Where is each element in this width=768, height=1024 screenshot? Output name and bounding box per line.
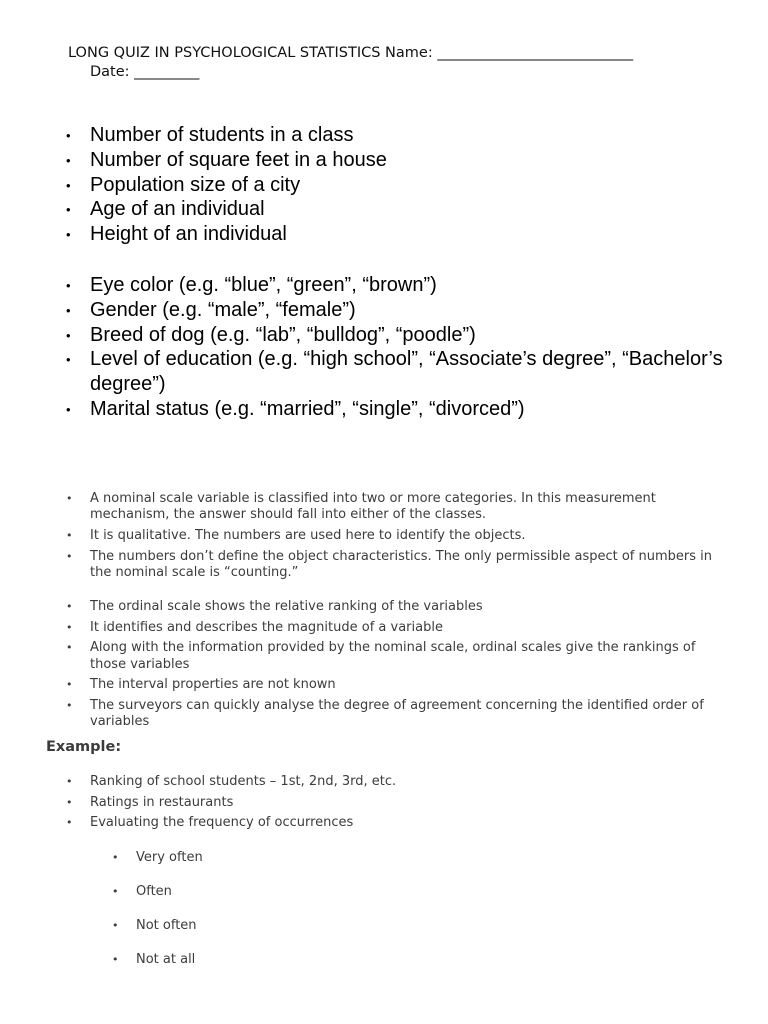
list-item-text: A nominal scale variable is classified into two or more categories. In this measurement mechanism, the answer should fall into either of the classes. <box>90 491 656 523</box>
list-item <box>112 952 436 986</box>
list-item <box>66 599 730 615</box>
list-item <box>66 197 730 222</box>
bullet-icon: • <box>66 528 73 542</box>
list-item <box>66 698 730 730</box>
list-item-text: Gender (e.g. “male”, “female”) <box>90 298 356 321</box>
list-item-text: Along with the information provided by the nominal scale, ordinal scales give the rankings of those variables <box>90 640 696 672</box>
bullet-icon: • <box>66 202 71 218</box>
list-item-text: Ratings in restaurants <box>90 794 234 810</box>
list-item-text: Number of square feet in a house <box>90 148 387 171</box>
bullet-icon: • <box>66 641 73 655</box>
list-item <box>66 397 730 422</box>
list-item <box>66 677 730 693</box>
bullet-icon: • <box>66 302 71 318</box>
bullet-icon: • <box>66 795 73 809</box>
list-item <box>112 884 436 918</box>
list-item-text: Very often <box>136 850 203 865</box>
list-item <box>66 815 730 831</box>
bullet-icon: • <box>66 775 73 788</box>
list-item <box>66 527 730 544</box>
example-heading: Example: <box>46 739 122 755</box>
list-item <box>66 148 730 173</box>
bullet-icon: • <box>66 128 71 143</box>
list-item-text: Often <box>136 884 172 899</box>
list-item <box>66 347 730 397</box>
list-item-text: The interval properties are not known <box>90 677 336 693</box>
list-item-text: Number of students in a class <box>90 124 354 146</box>
bullet-icon: • <box>66 600 73 613</box>
list-item-text: Breed of dog (e.g. “lab”, “bulldog”, “poodle”) <box>90 323 476 346</box>
bullet-icon: • <box>112 953 119 966</box>
list-item <box>66 640 730 672</box>
bullet-icon: • <box>112 851 119 864</box>
bullet-icon: • <box>66 620 73 634</box>
list-item-text: The surveyors can quickly analyse the degree of agreement concerning the identified order of variables <box>90 698 704 730</box>
qualitative-list <box>66 273 730 422</box>
list-item <box>66 491 730 523</box>
list-item-text: Height of an individual <box>90 223 287 246</box>
list-item-text: Not often <box>136 918 197 933</box>
list-item <box>66 298 730 323</box>
frequency-options-list <box>112 850 436 986</box>
ordinal-scale-list <box>66 599 730 735</box>
bullet-icon: • <box>112 885 119 898</box>
list-item-text: The numbers don’t define the object characteristics. The only permissible aspect of numbers in the nominal scale is “counting.” <box>90 548 713 580</box>
bullet-icon: • <box>66 549 73 563</box>
bullet-icon: • <box>66 699 73 713</box>
list-item <box>66 273 730 298</box>
list-item-text: Evaluating the frequency of occurrences <box>90 815 354 831</box>
list-item-text: Marital status (e.g. “married”, “single”, “divorced”) <box>90 397 525 420</box>
list-item <box>66 774 730 790</box>
bullet-icon: • <box>66 401 71 417</box>
list-item-text: Not at all <box>136 952 196 967</box>
list-item-text: Age of an individual <box>90 198 265 221</box>
bullet-icon: • <box>112 919 119 932</box>
examples-list <box>66 774 730 836</box>
list-item <box>66 222 730 247</box>
bullet-icon: • <box>66 177 71 193</box>
list-item <box>66 548 730 581</box>
list-item <box>66 794 730 811</box>
bullet-icon: • <box>66 492 73 505</box>
list-item-text: Ranking of school students – 1st, 2nd, 3rd, etc. <box>90 774 397 789</box>
list-item <box>112 850 436 884</box>
list-item <box>66 323 730 348</box>
list-item-text: Eye color (e.g. “blue”, “green”, “brown”) <box>90 274 437 296</box>
list-item-text: Population size of a city <box>90 173 301 196</box>
nominal-scale-list <box>66 491 730 586</box>
bullet-icon: • <box>66 227 71 243</box>
list-item-text: Level of education (e.g. “high school”, “Associate’s degree”, “Bachelor’s degree”) <box>90 348 723 396</box>
list-item-text: The ordinal scale shows the relative ranking of the variables <box>90 599 483 614</box>
date-line: Date: _________ <box>90 64 200 80</box>
list-item <box>66 619 730 636</box>
bullet-icon: • <box>66 678 73 692</box>
list-item-text: It identifies and describes the magnitude of a variable <box>90 619 443 635</box>
quiz-title-name-line: LONG QUIZ IN PSYCHOLOGICAL STATISTICS Name: ___________________________ <box>68 45 634 61</box>
list-item <box>112 918 436 952</box>
bullet-icon: • <box>66 352 71 368</box>
bullet-icon: • <box>66 816 73 830</box>
list-item-text: It is qualitative. The numbers are used here to identify the objects. <box>90 527 526 543</box>
bullet-icon: • <box>66 152 71 168</box>
quantitative-list <box>66 123 730 247</box>
bullet-icon: • <box>66 278 71 293</box>
bullet-icon: • <box>66 327 71 343</box>
list-item <box>66 123 730 148</box>
list-item <box>66 173 730 198</box>
